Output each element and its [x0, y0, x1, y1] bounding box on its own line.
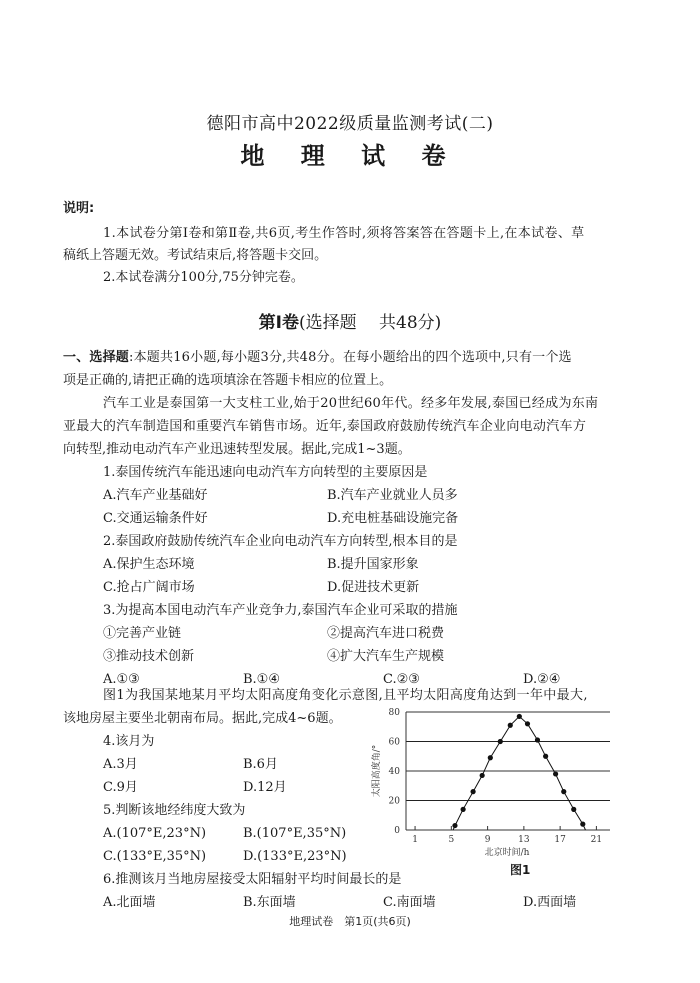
figure-1-caption: 图1: [510, 863, 531, 877]
part1-intro-line2: 项是正确的,请把正确的选项填涂在答题卡相应的位置上。: [63, 373, 393, 388]
data-point: [525, 721, 530, 726]
instruction-1-line1: 1.本试卷分第Ⅰ卷和第Ⅱ卷,共6页,考生作答时,须将答案答在答题卡上,在本试卷、草: [103, 226, 585, 241]
question-6-option-c: C.南面墙: [383, 895, 436, 910]
question-2-option-a: A.保护生态环境: [103, 557, 195, 572]
passage1-line3: 向转型,推动电动汽车产业迅速转型发展。据此,完成1~3题。: [63, 442, 411, 457]
question-4-option-d: D.12月: [243, 780, 287, 795]
y-tick-label: 20: [388, 796, 400, 807]
question-3-option-a: A.①③: [103, 672, 140, 687]
data-point: [543, 754, 548, 759]
data-point: [461, 807, 466, 812]
y-tick-labels: [389, 708, 401, 836]
instructions-heading: 说明:: [63, 201, 95, 216]
section-title: [0, 308, 700, 333]
passage2-line1: 图1为我国某地某月平均太阳高度角变化示意图,且平均太阳高度角达到一年中最大,: [103, 688, 588, 703]
passage2-line2: 该地房屋主要坐北朝南布局。据此,完成4~6题。: [63, 711, 342, 726]
data-point: [508, 723, 513, 728]
question-3-statement-3: ③推动技术创新: [103, 649, 195, 664]
section-title-desc: (选择题 共48分): [299, 313, 442, 333]
question-4-option-b: B.6月: [243, 757, 278, 772]
page-footer: 地理试卷 第1页(共6页): [289, 915, 411, 928]
question-5-stem: 5.判断该地经纬度大致为: [103, 803, 246, 818]
question-4-option-a: A.3月: [103, 757, 138, 772]
data-point: [580, 822, 585, 827]
question-6-option-d: D.西面墙: [523, 895, 577, 910]
data-point: [571, 807, 576, 812]
question-6-option-a: A.北面墙: [103, 895, 156, 910]
x-tick-label: 9: [484, 835, 491, 845]
question-2-option-b: B.提升国家形象: [327, 557, 419, 572]
data-point: [517, 714, 522, 719]
question-5-option-a: A.(107°E,23°N): [103, 826, 207, 841]
data-point: [452, 823, 457, 828]
data-point: [470, 789, 475, 794]
question-1-stem: 1.泰国传统汽车能迅速向电动汽车方向转型的主要原因是: [103, 465, 428, 480]
passage1-line2: 亚最大的汽车制造国和重要汽车销售市场。近年,泰国政府鼓励传统汽车企业向电动汽车方: [63, 419, 587, 434]
x-tick-label: 21: [590, 835, 603, 845]
x-tick-label: 5: [448, 835, 455, 845]
x-tick-label: 13: [518, 835, 530, 845]
figure-1-chart: [360, 700, 610, 880]
data-point: [553, 771, 558, 776]
section-title-volume: 第Ⅰ卷: [258, 313, 299, 333]
question-3-statement-4: ④扩大汽车生产规模: [327, 649, 445, 664]
question-2-stem: 2.泰国政府鼓励传统汽车企业向电动汽车方向转型,根本目的是: [103, 534, 458, 549]
question-3-statement-2: ②提高汽车进口税费: [327, 626, 445, 641]
question-5-option-d: D.(133°E,23°N): [243, 849, 347, 864]
question-5-option-c: C.(133°E,35°N): [103, 849, 207, 864]
y-tick-label: 0: [394, 826, 400, 836]
question-3-stem: 3.为提高本国电动汽车产业竞争力,泰国汽车企业可采取的措施: [103, 603, 458, 618]
question-3-option-d: D.②④: [523, 672, 561, 687]
question-2-option-d: D.促进技术更新: [327, 580, 420, 595]
y-tick-label: 60: [388, 737, 400, 748]
question-6-stem: 6.推测该月当地房屋接受太阳辐射平均时间最长的是: [103, 872, 402, 887]
passage1-line1: 汽车工业是泰国第一大支柱工业,始于20世纪60年代。经多年发展,泰国已经成为东南: [103, 396, 599, 411]
x-tick-label: 17: [554, 835, 566, 845]
question-1-option-a: A.汽车产业基础好: [103, 488, 208, 503]
subject-title: 地 理 试 卷: [240, 142, 460, 170]
data-point: [488, 755, 493, 760]
x-tick-labels: [412, 826, 602, 845]
y-axis-label: 太阳高度角/°: [372, 744, 382, 798]
question-1-option-c: C.交通运输条件好: [103, 511, 208, 526]
instruction-2: 2.本试卷满分100分,75分钟完卷。: [103, 270, 304, 285]
question-4-option-c: C.9月: [103, 780, 138, 795]
part1-label: 一、选择题: [63, 350, 130, 365]
data-point: [561, 789, 566, 794]
part1-intro-text: :本题共16小题,每小题3分,共48分。在每小题给出的四个选项中,只有一个选: [129, 350, 572, 365]
question-1-option-b: B.汽车产业就业人员多: [327, 488, 458, 503]
exam-title: 德阳市高中2022级质量监测考试(二): [206, 114, 494, 134]
question-6-option-b: B.东面墙: [243, 895, 296, 910]
question-3-option-b: B.①④: [243, 672, 280, 687]
data-point: [480, 773, 485, 778]
instruction-1-line2: 稿纸上答题无效。考试结束后,将答题卡交回。: [63, 248, 328, 263]
y-tick-label: 80: [388, 708, 400, 718]
y-tick-label: 40: [388, 767, 400, 777]
x-axis-label: 北京时间/h: [484, 848, 530, 858]
part1-intro-line1: [63, 350, 572, 366]
question-3-option-c: C.②③: [383, 672, 420, 687]
x-tick-label: 1: [412, 835, 418, 845]
question-5-option-b: B.(107°E,35°N): [243, 826, 347, 841]
data-point: [498, 739, 503, 744]
question-1-option-d: D.充电桩基础设施完备: [327, 511, 459, 526]
data-point: [535, 737, 540, 742]
question-2-option-c: C.抢占广阔市场: [103, 580, 195, 595]
solar-altitude-line: [453, 716, 585, 830]
question-4-stem: 4.该月为: [103, 734, 155, 749]
question-3-statement-1: ①完善产业链: [103, 626, 182, 641]
